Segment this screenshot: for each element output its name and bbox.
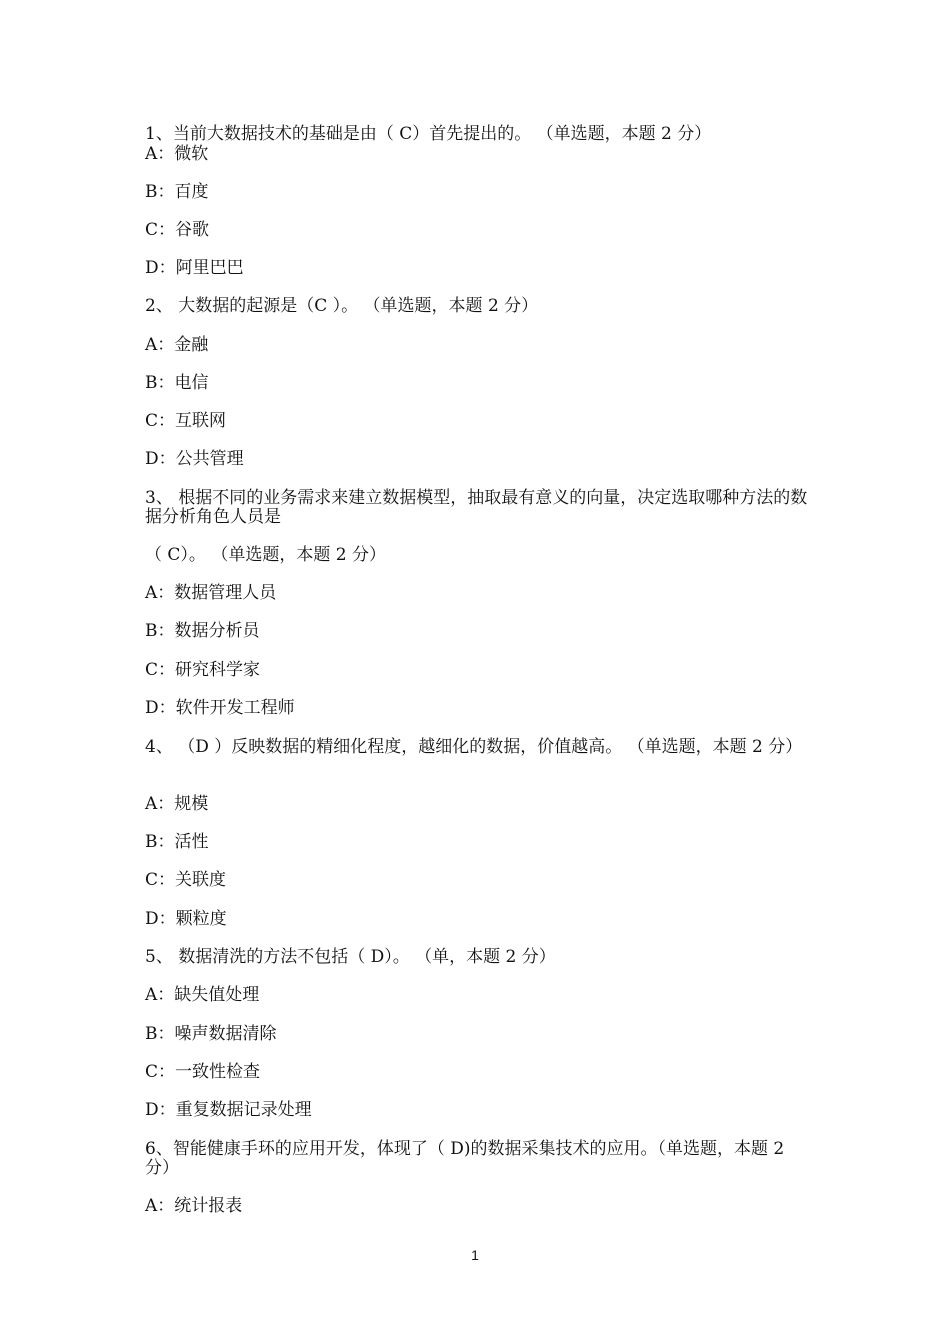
question-4-option-c: C：关联度 bbox=[145, 870, 227, 890]
question-3: 3、 根据不同的业务需求来建立数据模型，抽取最有意义的向量，决定选取哪种方法的数据分析角色人员是 bbox=[145, 488, 808, 527]
question-1-option-a: A：微软 bbox=[145, 144, 209, 164]
question-5: 5、 数据清洗的方法不包括（ D）。 （单，本题 2 分） bbox=[145, 947, 556, 967]
question-4-option-a: A：规模 bbox=[145, 794, 209, 814]
question-3-option-b: B：数据分析员 bbox=[145, 621, 260, 641]
question-1-option-c: C：谷歌 bbox=[145, 220, 210, 240]
question-5-option-a: A：缺失值处理 bbox=[145, 985, 260, 1005]
question-2: 2、 大数据的起源是（C ）。 （单选题，本题 2 分） bbox=[145, 296, 539, 316]
question-2-option-a: A：金融 bbox=[145, 335, 209, 355]
question-3-continuation: （ C）。 （单选题，本题 2 分） bbox=[145, 545, 386, 565]
question-2-option-d: D：公共管理 bbox=[145, 449, 244, 469]
page-number: 1 bbox=[471, 1247, 479, 1263]
question-4: 4、 （D ）反映数据的精细化程度，越细化的数据，价值越高。 （单选题，本题 2 分） bbox=[145, 737, 803, 757]
question-3-option-a: A：数据管理人员 bbox=[145, 583, 277, 603]
question-1: 1、当前大数据技术的基础是由（ C）首先提出的。 （单选题，本题 2 分） bbox=[145, 124, 712, 144]
question-1-option-d: D：阿里巴巴 bbox=[145, 258, 244, 278]
question-5-option-c: C：一致性检查 bbox=[145, 1062, 261, 1082]
question-3-option-d: D：软件开发工程师 bbox=[145, 698, 295, 718]
question-5-option-d: D：重复数据记录处理 bbox=[145, 1100, 312, 1120]
question-1-option-b: B：百度 bbox=[145, 182, 209, 202]
question-3-option-c: C：研究科学家 bbox=[145, 660, 261, 680]
question-5-option-b: B：噪声数据清除 bbox=[145, 1024, 277, 1044]
question-6: 6、智能健康手环的应用开发，体现了（ D)的数据采集技术的应用。（单选题，本题 2 分） bbox=[145, 1139, 785, 1178]
question-4-option-b: B：活性 bbox=[145, 832, 209, 852]
question-2-option-c: C：互联网 bbox=[145, 411, 227, 431]
question-2-option-b: B：电信 bbox=[145, 373, 209, 393]
question-6-option-a: A：统计报表 bbox=[145, 1196, 243, 1216]
question-4-option-d: D：颗粒度 bbox=[145, 909, 227, 929]
